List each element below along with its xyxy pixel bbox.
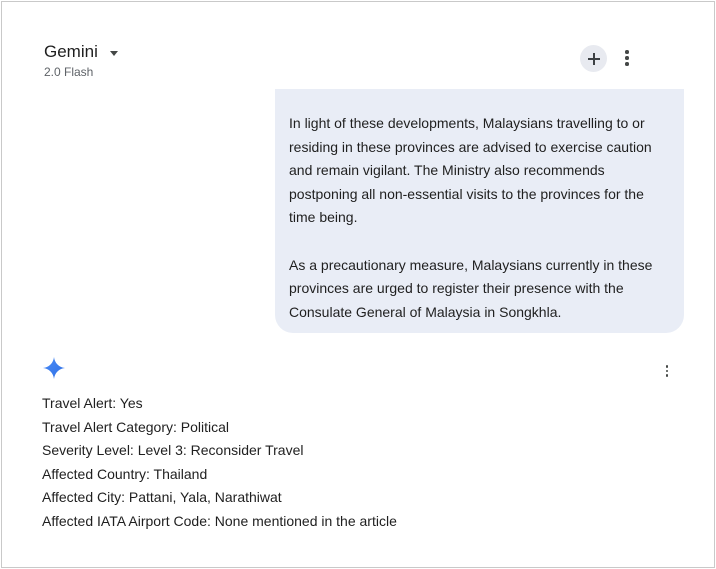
chevron-down-icon[interactable] <box>110 51 118 56</box>
model-selector[interactable] <box>44 42 118 79</box>
plus-icon <box>588 53 600 65</box>
response-line: Travel Alert Category: Political <box>42 418 229 435</box>
response-line: Travel Alert: Yes <box>42 395 143 411</box>
more-vert-icon[interactable] <box>617 47 637 69</box>
new-chat-button[interactable] <box>580 45 607 72</box>
user-message-paragraph: In light of these developments, Malaysians travelling to or residing in these provinces are advised to exercise caution and remain vigilant. The Ministry also recommends postponing all non-essential visits to the provinces for the time being. <box>289 115 652 226</box>
response-more-icon[interactable] <box>659 362 675 380</box>
model-name[interactable]: Gemini <box>44 42 98 61</box>
response-line: Affected City: Pattani, Yala, Narathiwat <box>42 489 282 506</box>
assistant-response <box>42 392 397 534</box>
gemini-spark-icon <box>42 356 66 380</box>
response-line: Affected Country: Thailand <box>42 465 208 482</box>
chat-window <box>1 1 715 568</box>
model-version: 2.0 Flash <box>44 65 94 79</box>
user-message <box>275 89 684 333</box>
response-line: Affected IATA Airport Code: None mentioned in the article <box>42 512 397 529</box>
response-line: Severity Level: Level 3: Reconsider Travel <box>42 442 304 459</box>
user-message-paragraph: As a precautionary measure, Malaysians currently in these provinces are urged to register their presence with the Consulate General of Malaysia in Songkhla. <box>289 256 653 320</box>
